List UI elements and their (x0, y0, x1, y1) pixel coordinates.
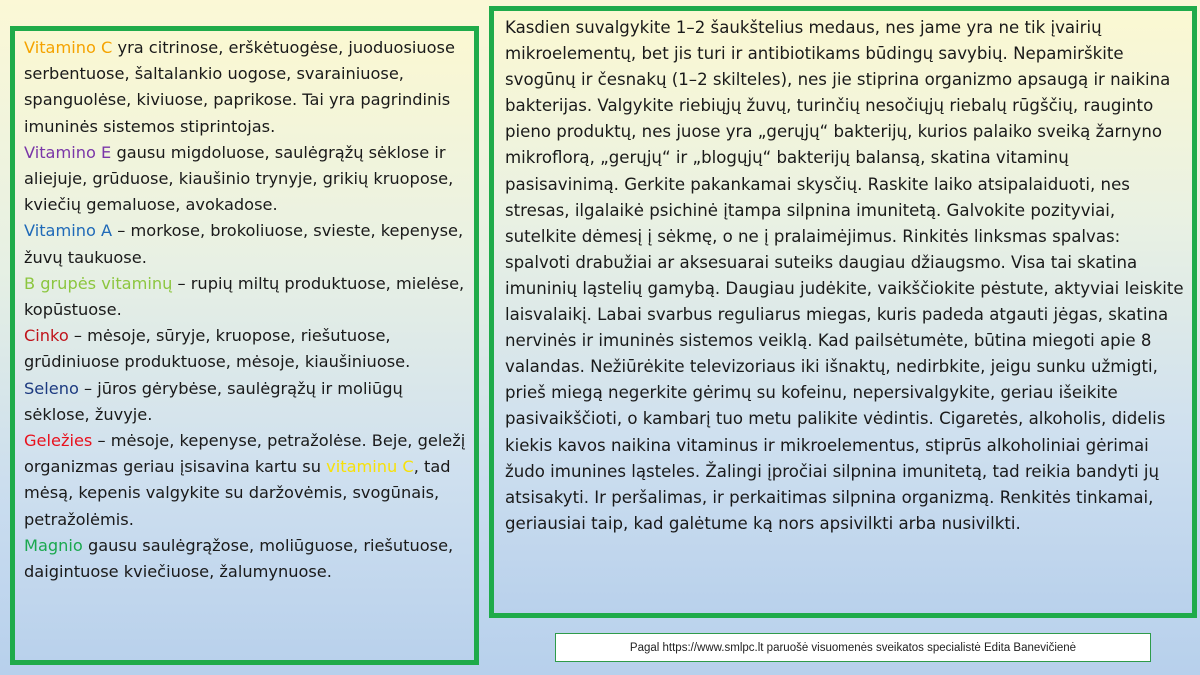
vitamin-c-keyword: Vitamino C (24, 38, 113, 57)
zinc-text: – mėsoje, sūryje, kruopose, riešutuose, grūdiniuose produktuose, mėsoje, kiaušiniuose. (24, 326, 411, 372)
vitamin-e-text: gausu migdoluose, saulėgrąžų sėklose ir aliejuje, grūduose, kiaušinio trynyje, grikių kruopose, kviečių gemaluose, avokadose. (24, 142, 454, 215)
iron-text-continued: , tad mėsą, kepenis valgykite su daržovėmis, svogūnais, petražolėmis. (24, 457, 451, 529)
selenium-keyword: Seleno (24, 378, 79, 398)
vitamins-panel (10, 26, 479, 665)
advice-text: Kasdien suvalgykite 1–2 šaukštelius medaus, nes jame yra ne tik įvairių mikroelementų, bet jis turi ir antibiotikams būdingų savybių. Nepamirškite svogūnų ir česnakų (1–2 skilteles), nes jie stiprina organizmo apsaugą ir naikina bakterijas. Valgykite riebiųjų žuvų, turinčių nesočiųjų riebalų rūgščių, rauginto pieno produktų, nes juose yra „gerųjų“ bakterijų, kurios palaiko sveiką žarnyno mikroflorą, „gerųjų“ ir „blogųjų“ bakterijų balansą, skatina vitaminų pasisavinimą. Gerkite pakankamai skysčių. Raskite laiko atsipalaiduoti, nes stresas, ilgalaikė psichinė įtampa silpnina imunitetą. Galvokite pozityviai, sutelkite dėmesį į sėkmę, o ne į pralaimėjimus. Rinkitės linksmas spalvas: spalvoti drabužiai ar aksesuarai suteiks daugiau džiaugsmo. Visa tai skatina imuninių ląstelių gamybą. Daugiau judėkite, vaikščiokite pėstute, aktyviai leiskite laisvalaikį. Labai svarbus reguliarus miegas, kuris padeda atgauti jėgas, skatina nervinės ir imuninės sistemos veiklą. Kad pailsėtumėte, būtina miegoti apie 8 valandas. Nežiūrėkite televizoriaus iki išnaktų, nedirbkite, jeigu sunku užmigti, prieš miegą negerkite gėrimų su kofeinu, nepersivalgykite, geriau išeikite pasivaikščioti, o kambarį tuo metu palikite vėdintis. Cigaretės, alkoholis, didelis kiekis kavos naikina vitaminus ir mikroelementus, stiprūs alkoholiniai gėrimai žudo imunines ląsteles. Žalingi įpročiai silpnina imunitetą, tad reikia bandyti jų atsisakyti. Ir peršalimas, ir perkaitimas silpnina organizmą. Renkitės tinkamai, geriausiai taip, kad galėtume ką nors apsivilkti arba nusivilkti. (505, 18, 1184, 533)
selenium-text: – jūros gėrybėse, saulėgrąžų ir moliūgų sėklose, žuvyje. (24, 378, 403, 424)
vitamin-e-keyword: Vitamino E (24, 142, 112, 162)
vitamin-b-text: – rupių miltų produktuose, mielėse, kopūstuose. (24, 273, 465, 320)
vitamin-c-text: yra citrinose, erškėtuogėse, juoduosiuose serbentuose, šaltalankio uogose, svarainiuose, spanguolėse, kiviuose, paprikose. Tai yra pagrindinis imuninės sistemos stiprintojas. (24, 38, 455, 136)
zinc-paragraph (24, 323, 466, 375)
vitamin-c-paragraph (24, 35, 466, 140)
lifestyle-advice-panel (489, 6, 1197, 618)
vitamin-b-paragraph (24, 271, 466, 323)
vitamin-e-paragraph (24, 140, 466, 219)
zinc-keyword: Cinko (24, 326, 69, 346)
iron-text: – mėsoje, kepenyse, petražolėse. Beje, geležį organizmas geriau įsisavina kartu su (24, 431, 466, 477)
vitamin-a-paragraph (24, 218, 466, 270)
source-credit (555, 633, 1151, 662)
vitamin-a-keyword: Vitamino A (24, 221, 113, 241)
source-text: Pagal https://www.smlpc.lt paruošė visuomenės sveikatos specialistė Edita Banevičienė (629, 641, 1077, 654)
iron-vitamin-c-keyword: vitaminu C (326, 457, 414, 477)
iron-paragraph (24, 428, 466, 533)
magnesium-text: gausu saulėgrąžose, moliūguose, riešutuose, daigintuose kviečiuose, žalumynuose. (24, 535, 454, 582)
iron-keyword: Geležies (24, 431, 93, 451)
vitamin-b-keyword: B grupės vitaminų (24, 273, 173, 293)
magnesium-keyword: Magnio (24, 535, 83, 555)
selenium-paragraph (24, 376, 466, 428)
magnesium-paragraph (24, 533, 466, 585)
vitamin-a-text: – morkose, brokoliuose, svieste, kepenyse, žuvų taukuose. (24, 221, 464, 267)
